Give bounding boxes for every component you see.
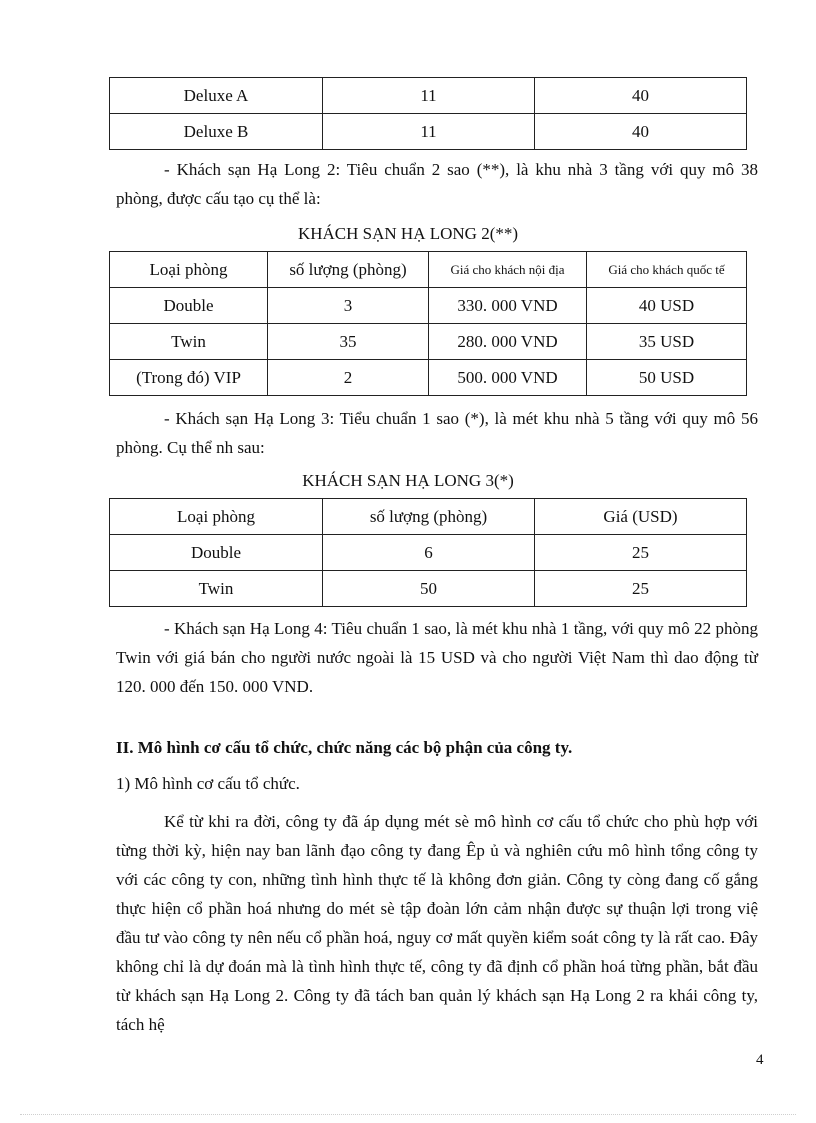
table-cell: 50 <box>323 571 535 607</box>
column-header: Giá (USD) <box>535 499 747 535</box>
table-row <box>110 535 747 571</box>
table-title-halong3: KHÁCH SẠN HẠ LONG 3(*) <box>302 471 514 490</box>
table-header-row <box>110 252 747 288</box>
section-heading: II. Mô hình cơ cấu tổ chức, chức năng các bộ phận của công ty. <box>116 738 573 757</box>
table-cell: (Trong đó) VIP <box>110 360 268 396</box>
table-cell: 11 <box>323 114 535 150</box>
table-cell: 35 <box>268 324 429 360</box>
table-cell: 35 USD <box>587 324 747 360</box>
table-cell: 330. 000 VND <box>429 288 587 324</box>
paragraph-org-model: Kể từ khi ra đời, công ty đã áp dụng mét sè mô hình cơ cấu tổ chức cho phù hợp với từng thời kỳ, hiện nay ban lãnh đạo công ty đang Êp ủ và nghiên cứu mô hình tổng công ty với các công ty con, những tình hình thực tế là không đơn giản. Công ty còng đang cố gắng thực hiện cổ phần hoá nhưng do mét sè tập đoàn lớn cảm nhận được sự thuận lợi trong việ đầu tư vào công ty nên nếu cổ phần hoá, nguy cơ mất quyền kiểm soát công ty là rất cao. Đây không chỉ là dự đoán mà là tình hình thực tế, công ty đã định cổ phần hoá từng phần, bắt đầu từ khách sạn Hạ Long 2. Công ty đã tách ban quản lý khách sạn Hạ Long 2 ra khái công ty, tách hệ <box>116 812 758 1034</box>
halong2-room-table <box>109 251 747 396</box>
column-header: Loại phòng <box>110 499 323 535</box>
table-row <box>110 114 747 150</box>
table-cell: 40 <box>535 78 747 114</box>
column-header: số lượng (phòng) <box>268 252 429 288</box>
table-cell: 25 <box>535 571 747 607</box>
table-cell: 2 <box>268 360 429 396</box>
table-row <box>110 78 747 114</box>
table-cell: Double <box>110 535 323 571</box>
table-cell: Double <box>110 288 268 324</box>
table-cell: Deluxe A <box>110 78 323 114</box>
table-cell: Twin <box>110 324 268 360</box>
paragraph-halong2: - Khách sạn Hạ Long 2: Tiêu chuẩn 2 sao (**), là khu nhà 3 tầng với quy mô 38 phòng, được cấu tạo cụ thể là: <box>116 160 758 208</box>
table-cell: 280. 000 VND <box>429 324 587 360</box>
table-title-halong2: KHÁCH SẠN HẠ LONG 2(**) <box>297 224 519 243</box>
table-cell: 50 USD <box>587 360 747 396</box>
table-cell: 40 USD <box>587 288 747 324</box>
table-cell: Deluxe B <box>110 114 323 150</box>
room-table-continued <box>109 77 747 150</box>
page-number: 4 <box>756 1052 764 1068</box>
column-header: Loại phòng <box>110 252 268 288</box>
column-header: Giá cho khách nội địa <box>429 252 587 288</box>
table-row <box>110 571 747 607</box>
subsection-heading: 1) Mô hình cơ cấu tổ chức. <box>116 774 300 793</box>
paragraph-halong4: - Khách sạn Hạ Long 4: Tiêu chuẩn 1 sao, là mét khu nhà 1 tầng, với quy mô 22 phòng Twin với giá bán cho người nước ngoài là 15 USD và cho người Việt Nam thì dao động từ 120. 000 đến 150. 000 VND. <box>116 619 758 696</box>
column-header: Giá cho khách quốc tế <box>587 252 747 288</box>
table-row <box>110 360 747 396</box>
column-header: số lượng (phòng) <box>323 499 535 535</box>
table-cell: 11 <box>323 78 535 114</box>
halong3-room-table <box>109 498 747 607</box>
table-cell: 25 <box>535 535 747 571</box>
table-row <box>110 324 747 360</box>
table-row <box>110 288 747 324</box>
table-cell: 3 <box>268 288 429 324</box>
table-cell: 500. 000 VND <box>429 360 587 396</box>
table-cell: 6 <box>323 535 535 571</box>
paragraph-halong3: - Khách sạn Hạ Long 3: Tiểu chuẩn 1 sao (*), là mét khu nhà 5 tầng với quy mô 56 phòng. Cụ thể nh sau: <box>116 409 758 457</box>
table-cell: Twin <box>110 571 323 607</box>
page-footer-divider <box>20 1114 796 1115</box>
table-header-row <box>110 499 747 535</box>
table-cell: 40 <box>535 114 747 150</box>
